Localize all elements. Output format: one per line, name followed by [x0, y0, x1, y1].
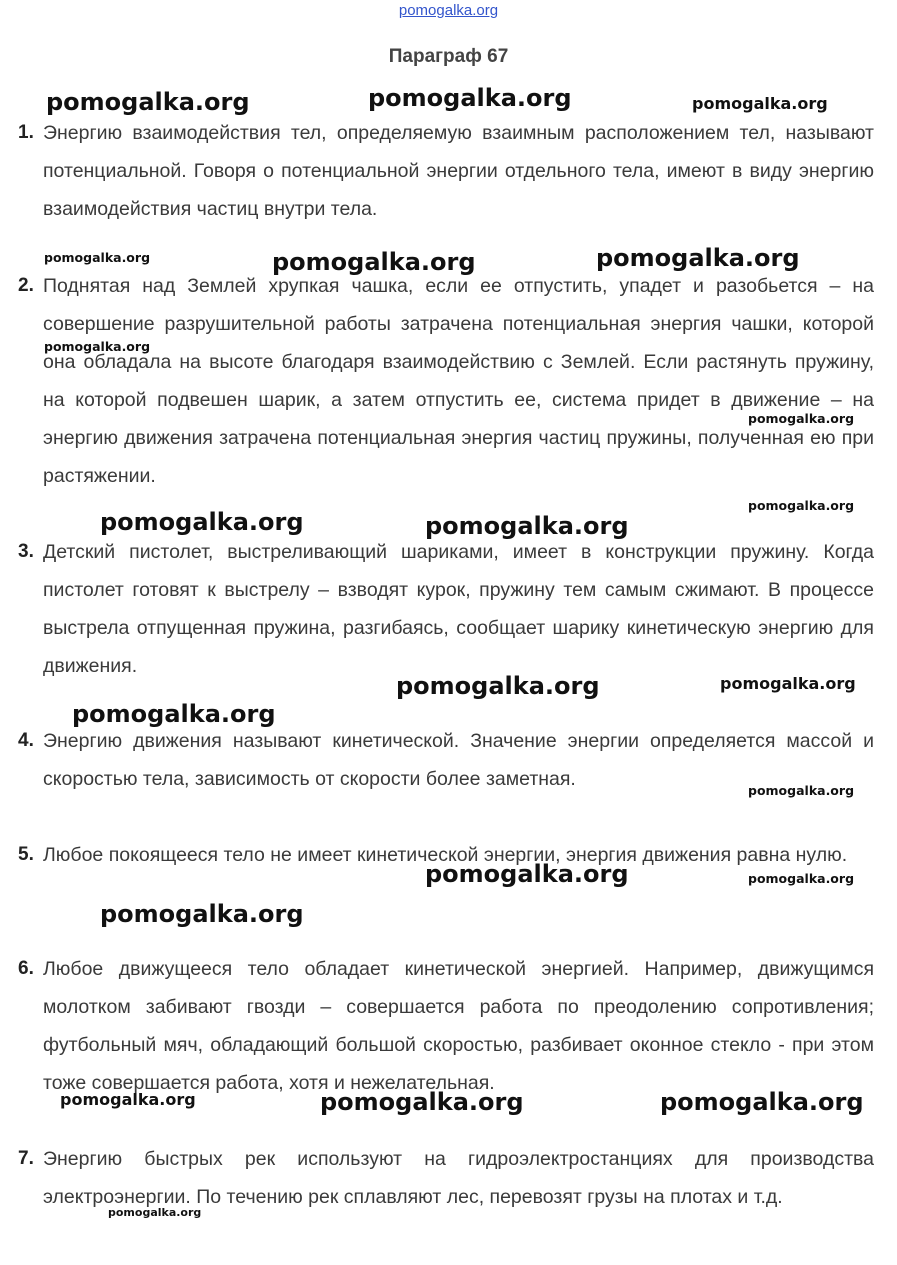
item-text: Детский пистолет, выстреливающий шариками, имеет в конструкции пружину. Когда пистолет готовят к выстрелу – взводят курок, пружину тем самым сжимают. В процессе выстрела отпущенная пружина, разгибаясь, сообщает шарику кинетическую энергию для движения.	[43, 541, 874, 677]
watermark: pomogalka.org	[320, 1088, 524, 1116]
watermark: pomogalka.org	[748, 783, 855, 798]
watermark: pomogalka.org	[720, 674, 856, 693]
item-number: 2.	[18, 275, 34, 296]
watermark: pomogalka.org	[72, 700, 276, 728]
item-number: 3.	[18, 541, 34, 562]
watermark: pomogalka.org	[368, 84, 572, 112]
watermark: pomogalka.org	[748, 498, 855, 513]
list-item-2	[18, 267, 874, 495]
watermark: pomogalka.org	[272, 248, 476, 276]
item-number: 7.	[18, 1148, 34, 1169]
watermark: pomogalka.org	[108, 1206, 202, 1219]
list-item-7	[18, 1140, 874, 1216]
watermark: pomogalka.org	[46, 88, 250, 116]
watermark: pomogalka.org	[44, 250, 151, 265]
item-text: Энергию движения называют кинетической. Значение энергии определяется массой и скоростью тела, зависимость от скорости более заметная.	[43, 730, 874, 790]
watermark: pomogalka.org	[748, 871, 855, 886]
watermark: pomogalka.org	[60, 1090, 196, 1109]
list-item-4	[18, 722, 874, 798]
item-text: Энергию быстрых рек используют на гидроэлектростанциях для производства электроэнергии. По течению рек сплавляют лес, перевозят грузы на плотах и т.д.	[43, 1148, 874, 1208]
item-number: 1.	[18, 122, 34, 143]
watermark: pomogalka.org	[660, 1088, 864, 1116]
watermark: pomogalka.org	[100, 900, 304, 928]
item-number: 5.	[18, 844, 34, 865]
item-text: Энергию взаимодействия тел, определяемую взаимным расположением тел, называют потенциальной. Говоря о потенциальной энергии отдельного тела, имеют в виду энергию взаимодействия частиц внутри тела.	[43, 122, 874, 220]
site-link[interactable]: pomogalka.org	[398, 2, 499, 19]
list-item-1	[18, 114, 874, 228]
page-title: Параграф 67	[388, 46, 509, 67]
watermark: pomogalka.org	[425, 512, 629, 540]
list-item-3	[18, 533, 874, 685]
item-text: Любое движущееся тело обладает кинетической энергией. Например, движущимся молотком забивают гвозди – совершается работа по преодолению сопротивления; футбольный мяч, обладающий большой скоростью, разбивает оконное стекло - при этом тоже совершается работа, хотя и нежелательная.	[43, 958, 874, 1094]
item-number: 4.	[18, 730, 34, 751]
watermark: pomogalka.org	[100, 508, 304, 536]
item-number: 6.	[18, 958, 34, 979]
watermark: pomogalka.org	[748, 411, 855, 426]
item-text: Любое покоящееся тело не имеет кинетической энергии, энергия движения равна нулю.	[43, 844, 848, 866]
watermark: pomogalka.org	[44, 339, 151, 354]
item-text: Поднятая над Землей хрупкая чашка, если ее отпустить, упадет и разобьется – на совершение разрушительной работы затрачена потенциальная энергия чашки, которой она обладала на высоте благодаря взаимодействию с Землей. Если растянуть пружину, на которой подвешен шарик, а затем отпустить ее, система придет в движение – на энергию движения затрачена потенциальная энергия частиц пружины, полученная ею при растяжении.	[43, 275, 874, 487]
watermark: pomogalka.org	[425, 860, 629, 888]
watermark: pomogalka.org	[396, 672, 600, 700]
watermark: pomogalka.org	[596, 244, 800, 272]
watermark: pomogalka.org	[692, 94, 828, 113]
list-item-6	[18, 950, 874, 1102]
